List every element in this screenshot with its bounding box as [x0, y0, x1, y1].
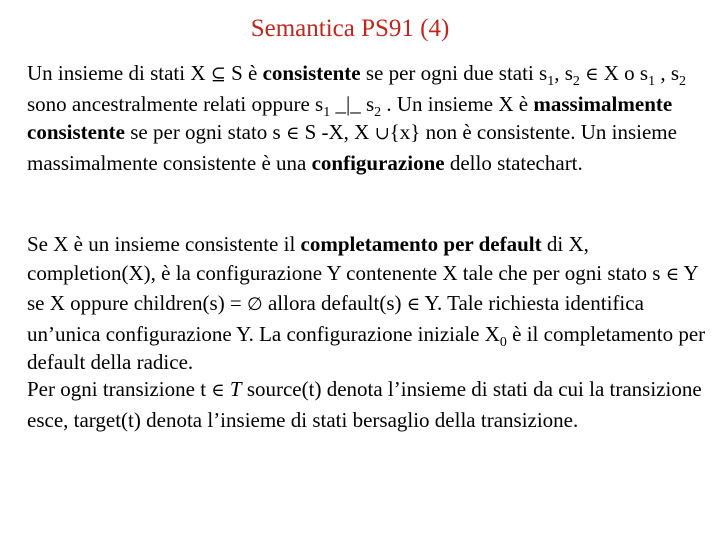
text: S -X, X	[299, 120, 375, 144]
paragraph-default-completion	[27, 230, 707, 377]
text: , s	[655, 61, 680, 85]
transition-set-symbol: T	[229, 377, 242, 401]
term-massimalmente-consistente: massimalmente consistente	[27, 91, 673, 144]
text: Se X è un insieme consistente il	[27, 232, 301, 256]
element-of-symbol: ∈	[285, 123, 300, 144]
text: se per ogni stato s	[125, 120, 286, 144]
orthogonal-symbol: _|_	[330, 91, 366, 116]
paragraph-consistency	[27, 59, 707, 177]
subscript: 0	[499, 334, 507, 350]
term-completamento-per-default: completamento per default	[300, 232, 542, 256]
subscript: 2	[572, 74, 580, 89]
element-of-symbol: ∈	[665, 263, 680, 285]
text: è il completamento per default della radice.	[27, 321, 706, 374]
subscript: 2	[679, 74, 687, 89]
text: , s	[554, 61, 573, 85]
text: Un insieme di stati X	[27, 61, 211, 85]
slide-title: Semantica PS91 (4)	[250, 15, 450, 42]
subscript: 1	[547, 74, 555, 89]
subscript: 1	[648, 74, 656, 89]
empty-set-symbol: ∅	[247, 294, 263, 315]
paragraph-transitions	[27, 375, 707, 434]
element-of-symbol: ∈	[406, 294, 421, 315]
text: {x} non è consistente. Un insieme massimalmente consistente è una	[27, 120, 677, 175]
subscript: 2	[374, 104, 382, 120]
term-configurazione: configurazione	[311, 150, 445, 175]
text: Per ogni transizione t	[27, 377, 212, 401]
text: source(t) denota l’insieme di stati da cui la transizione esce, target(t) denota l’insieme di stati bersaglio della transizione.	[27, 377, 702, 432]
subset-symbol: ⊆	[210, 64, 226, 85]
text: . Un insieme X è	[381, 91, 534, 116]
text: S è	[225, 61, 263, 85]
term-consistente: consistente	[262, 61, 361, 85]
text: sono ancestralmente relati oppure s	[27, 91, 324, 116]
subscript: 1	[323, 104, 331, 120]
text: Y. Tale richiesta identifica un’unica configurazione Y. La configurazione iniziale X	[27, 291, 644, 346]
text: dello statechart.	[444, 150, 583, 175]
element-of-symbol: ∈	[211, 380, 225, 401]
union-symbol: ∪	[374, 123, 390, 144]
text: Y se X oppure children(s) =	[27, 260, 698, 315]
text: di X, completion(X), è la configurazione Y contenente X tale che per ogni stato s	[27, 232, 666, 285]
text: se per ogni due stati s	[360, 61, 548, 85]
text: s	[365, 91, 375, 116]
element-of-symbol: ∈	[585, 64, 599, 85]
text: allora default(s)	[262, 291, 407, 315]
text: X o s	[598, 61, 649, 85]
